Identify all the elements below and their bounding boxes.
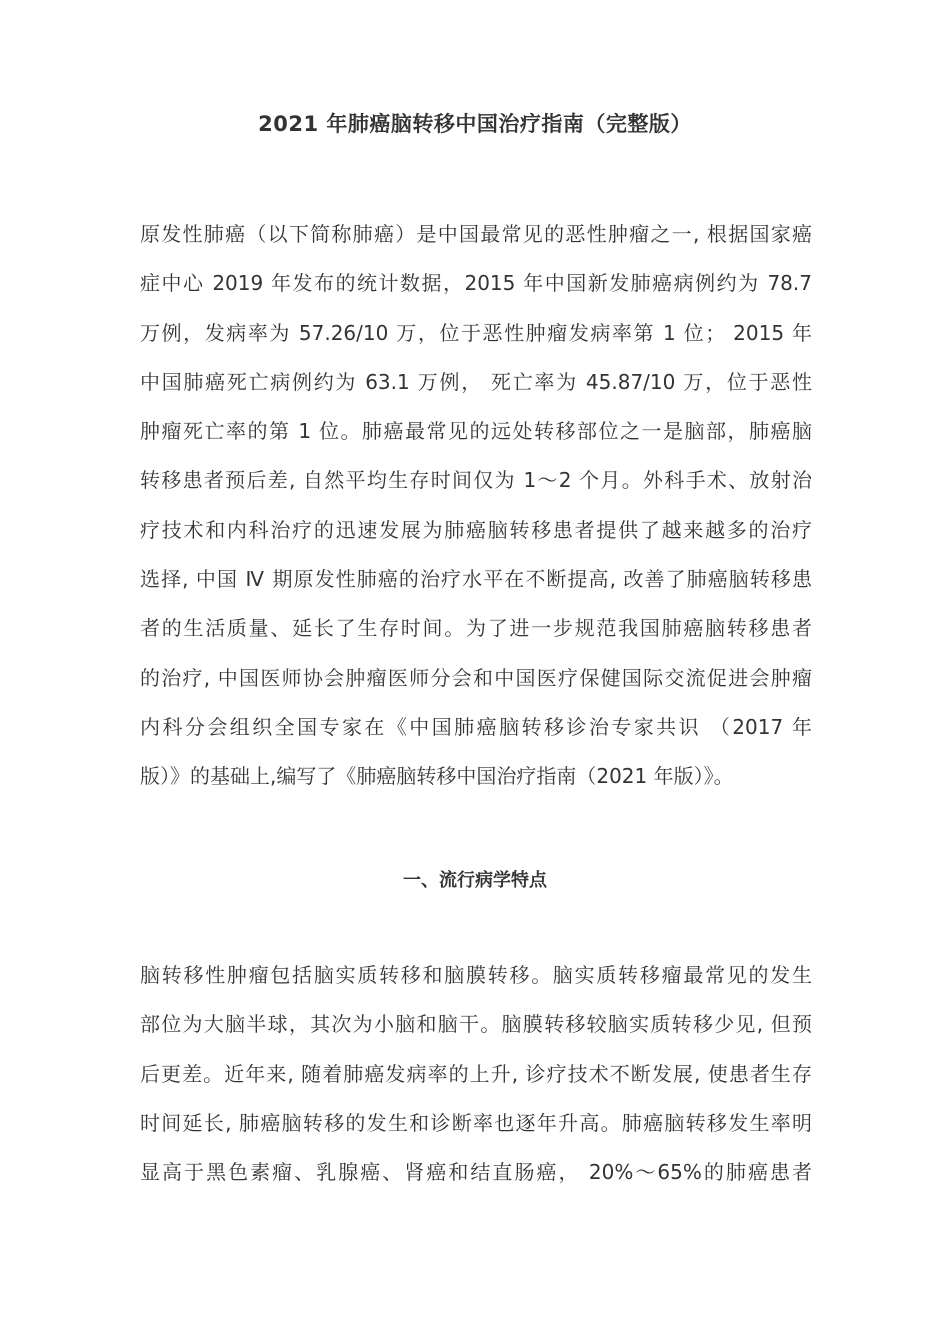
section-paragraph [140,951,812,1197]
paragraph-line: 内科分会组织全国专家在《中国肺癌脑转移诊治专家共识 （2017 年 [140,714,812,739]
paragraph-line: 转移患者预后差, 自然平均生存时间仅为 1～2 个月。外科手术、放射治 [140,468,812,493]
section-heading: 一、流行病学特点 [403,870,547,891]
paragraph-line: 时间延长, 肺癌脑转移的发生和诊断率也逐年升高。肺癌脑转移发生率明 [140,1110,812,1135]
paragraph-line: 后更差。近年来, 随着肺癌发病率的上升, 诊疗技术不断发展, 使患者生存 [140,1061,812,1086]
paragraph-line: 脑转移性肿瘤包括脑实质转移和脑膜转移。脑实质转移瘤最常见的发生 [140,963,812,987]
paragraph-line: 万例，发病率为 57.26/10 万，位于恶性肿瘤发病率第 1 位； 2015 年 [140,320,812,345]
intro-paragraph [140,210,812,802]
paragraph-line: 的治疗, 中国医师协会肿瘤医师分会和中国医疗保健国际交流促进会肿瘤 [140,665,812,690]
paragraph-line: 选择, 中国 Ⅳ 期原发性肺癌的治疗水平在不断提高, 改善了肺癌脑转移患 [140,567,812,592]
paragraph-line: 疗技术和内科治疗的迅速发展为肺癌脑转移患者提供了越来越多的治疗 [140,517,812,542]
paragraph-line: 肿瘤死亡率的第 1 位。肺癌最常见的远处转移部位之一是脑部，肺癌脑 [140,419,812,444]
paragraph-line: 部位为大脑半球，其次为小脑和脑干。脑膜转移较脑实质转移少见, 但预 [140,1012,812,1037]
document-title: 2021 年肺癌脑转移中国治疗指南（完整版） [258,112,692,136]
paragraph-line: 原发性肺癌（以下简称肺癌）是中国最常见的恶性肿瘤之一, 根据国家癌 [140,222,812,246]
paragraph-line: 症中心 2019 年发布的统计数据，2015 年中国新发肺癌病例约为 78.7 [140,271,812,296]
paragraph-line: 显高于黑色素瘤、乳腺癌、肾癌和结直肠癌， 20%～65%的肺癌患者 [140,1160,812,1185]
paragraph-line: 版）》的基础上,编写了《肺癌脑转移中国治疗指南（2021 年版）》。 [140,764,734,789]
paragraph-line: 者的生活质量、延长了生存时间。为了进一步规范我国肺癌脑转移患者 [140,616,812,641]
paragraph-line: 中国肺癌死亡病例约为 63.1 万例， 死亡率为 45.87/10 万，位于恶性 [140,369,812,394]
